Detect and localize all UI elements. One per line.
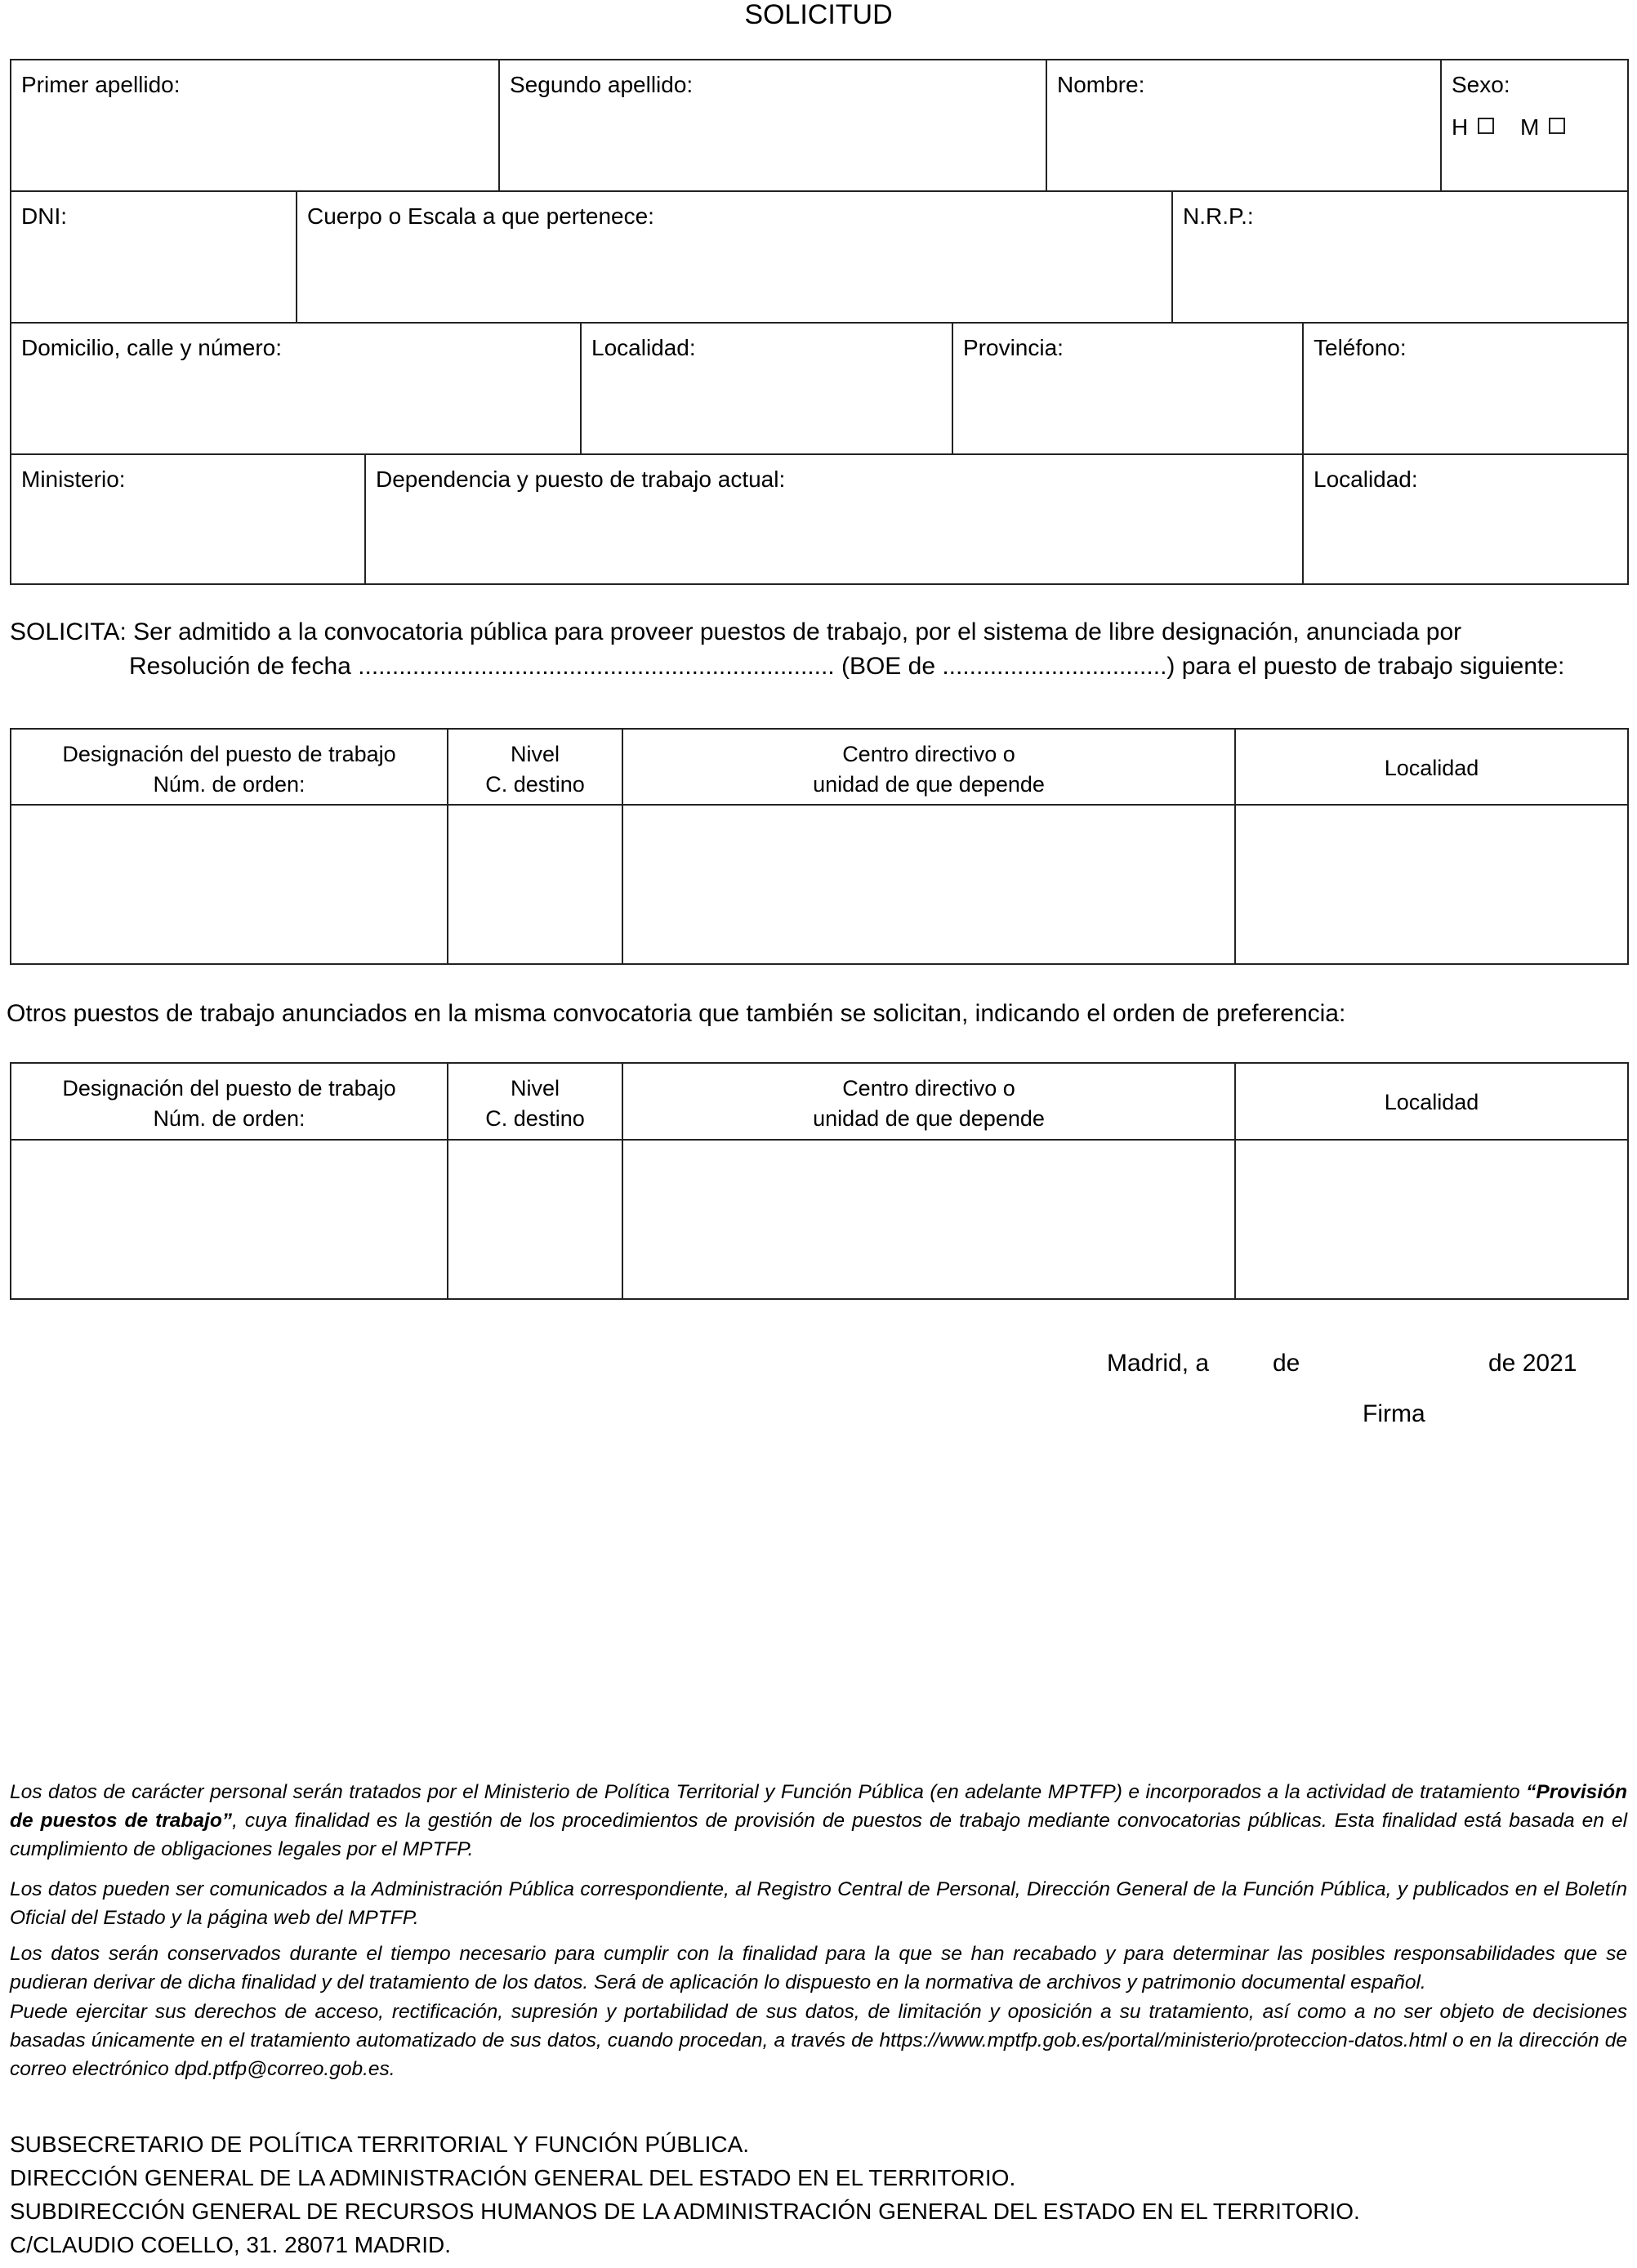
sexo-label: Sexo: xyxy=(1452,72,1510,97)
designacion-header-2: Núm. de orden: xyxy=(153,1106,306,1131)
nombre-field[interactable] xyxy=(1047,60,1442,192)
dni-label: DNI: xyxy=(21,203,67,229)
cuerpo-label: Cuerpo o Escala a que pertenece: xyxy=(307,203,654,229)
designacion-header-1: Designación del puesto de trabajo xyxy=(62,1076,396,1101)
page-title: SOLICITUD xyxy=(744,0,893,30)
telefono-label: Teléfono: xyxy=(1314,335,1407,360)
footer-line-4: C/CLAUDIO COELLO, 31. 28071 MADRID. xyxy=(10,2232,451,2257)
segundo-apellido-label: Segundo apellido: xyxy=(510,72,694,97)
dni-field[interactable] xyxy=(11,192,297,324)
ministerio-field[interactable] xyxy=(11,455,366,583)
primer-apellido-field[interactable] xyxy=(11,60,500,192)
localidad2-field[interactable] xyxy=(1304,455,1629,583)
legal-p1-end: , cuya finalidad es la gestión de los procedimientos de provisión de puestos de trabajo mediante convocatorias públicas. Esta finalidad está basada en el cumplimiento de obligaciones legales por el MPTFP. xyxy=(10,1810,1628,1860)
localidad2-label: Localidad: xyxy=(1314,467,1418,492)
nivel-header-1: Nivel xyxy=(510,742,560,766)
provincia-field[interactable] xyxy=(953,324,1304,455)
footer-line-1: SUBSECRETARIO DE POLÍTICA TERRITORIAL Y FUNCIÓN PÚBLICA. xyxy=(10,2132,750,2157)
localidad-label: Localidad: xyxy=(591,335,696,360)
sexo-h-checkbox[interactable] xyxy=(1478,118,1494,134)
solicita-line-1: SOLICITA: Ser admitido a la convocatoria pública para proveer puestos de trabajo, por el sistema de libre designación, anunciada por xyxy=(10,618,1462,645)
centro-header-2: unidad de que depende xyxy=(813,772,1045,797)
localidad-field[interactable] xyxy=(582,324,953,455)
primer-apellido-label: Primer apellido: xyxy=(21,72,181,97)
localidad-header: Localidad xyxy=(1384,756,1479,780)
ministerio-label: Ministerio: xyxy=(21,467,126,492)
puesto-table xyxy=(10,728,1629,965)
nrp-field[interactable] xyxy=(1173,192,1629,324)
otros-puestos-row-input[interactable] xyxy=(11,1141,1627,1298)
solicita-line-2: Resolución de fecha ...................................................................... (BOE de .................................) para el puesto de trabajo siguiente: xyxy=(129,653,1565,680)
otros-puestos-text: Otros puestos de trabajo anunciados en la misma convocatoria que también se solicitan, indicando el orden de preferencia: xyxy=(7,1000,1346,1027)
nivel-header-2: C. destino xyxy=(485,1106,585,1131)
nivel-header-2: C. destino xyxy=(485,772,585,797)
legal-paragraph-2: Los datos pueden ser comunicados a la Administración Pública correspondiente, al Registro Central de Personal, Dirección General de la Función Pública, y publicados en el Boletín Oficial del Estado y la página web del MPTFP. xyxy=(10,1878,1627,1929)
firma-label: Firma xyxy=(1363,1400,1425,1427)
legal-p1-bold: “Provisión de puestos de trabajo” xyxy=(10,1781,1627,1832)
de-year-label: de 2021 xyxy=(1488,1350,1577,1377)
dependencia-field[interactable] xyxy=(366,455,1304,583)
legal-paragraph-4: Puede ejercitar sus derechos de acceso, rectificación, supresión y portabilidad de sus datos, de limitación y oposición a su tratamiento, así como a no ser objeto de decisiones basadas únicamente en el tratamiento automatizado de sus datos, cuando procedan, a través de https://www.mptfp.gob.es/portal/ministerio/proteccion-datos.html o en la dirección de correo electrónico dpd.ptfp@correo.gob.es. xyxy=(10,2001,1627,2080)
footer-line-3: SUBDIRECCIÓN GENERAL DE RECURSOS HUMANOS DE LA ADMINISTRACIÓN GENERAL DEL ESTADO EN EL TERRITORIO. xyxy=(10,2199,1360,2224)
personal-data-form xyxy=(10,59,1629,585)
legal-paragraph-3: Los datos serán conservados durante el tiempo necesario para cumplir con la finalidad para la que se han recabado y para determinar las posibles responsabilidades que se pudieran derivar de dicha finalidad y del tratamiento de los datos. Será de aplicación lo dispuesto en la normativa de archivos y patrimonio documental español. xyxy=(10,1943,1627,1993)
puesto-row-input[interactable] xyxy=(11,806,1627,963)
de-label: de xyxy=(1273,1350,1300,1377)
legal-p1-start: Los datos de carácter personal serán tratados por el Ministerio de Política Territorial y Función Pública (en adelante MPTFP) e incorporados a la actividad de tratamiento xyxy=(10,1781,1527,1803)
designacion-header-1: Designación del puesto de trabajo xyxy=(62,742,396,766)
madrid-a-label: Madrid, a xyxy=(1107,1350,1210,1377)
domicilio-field[interactable] xyxy=(11,324,582,455)
sexo-h-label: H xyxy=(1452,114,1469,140)
localidad-header: Localidad xyxy=(1384,1090,1479,1114)
centro-header-2: unidad de que depende xyxy=(813,1106,1045,1131)
centro-header-1: Centro directivo o xyxy=(842,1076,1015,1101)
domicilio-label: Domicilio, calle y número: xyxy=(21,335,282,360)
sexo-m-label: M xyxy=(1520,114,1540,140)
centro-header-1: Centro directivo o xyxy=(842,742,1015,766)
cuerpo-field[interactable] xyxy=(297,192,1173,324)
footer-line-2: DIRECCIÓN GENERAL DE LA ADMINISTRACIÓN GENERAL DEL ESTADO EN EL TERRITORIO. xyxy=(10,2165,1016,2190)
legal-paragraph-1 xyxy=(10,1778,1627,1864)
dependencia-label: Dependencia y puesto de trabajo actual: xyxy=(376,467,786,492)
nrp-label: N.R.P.: xyxy=(1183,203,1254,229)
provincia-label: Provincia: xyxy=(963,335,1064,360)
telefono-field[interactable] xyxy=(1304,324,1629,455)
sexo-options xyxy=(1452,114,1565,141)
nombre-label: Nombre: xyxy=(1057,72,1145,97)
sexo-field xyxy=(1442,60,1629,192)
otros-puestos-table xyxy=(10,1062,1629,1300)
sexo-m-checkbox[interactable] xyxy=(1549,118,1565,134)
segundo-apellido-field[interactable] xyxy=(500,60,1047,192)
nivel-header-1: Nivel xyxy=(510,1076,560,1101)
designacion-header-2: Núm. de orden: xyxy=(153,772,306,797)
